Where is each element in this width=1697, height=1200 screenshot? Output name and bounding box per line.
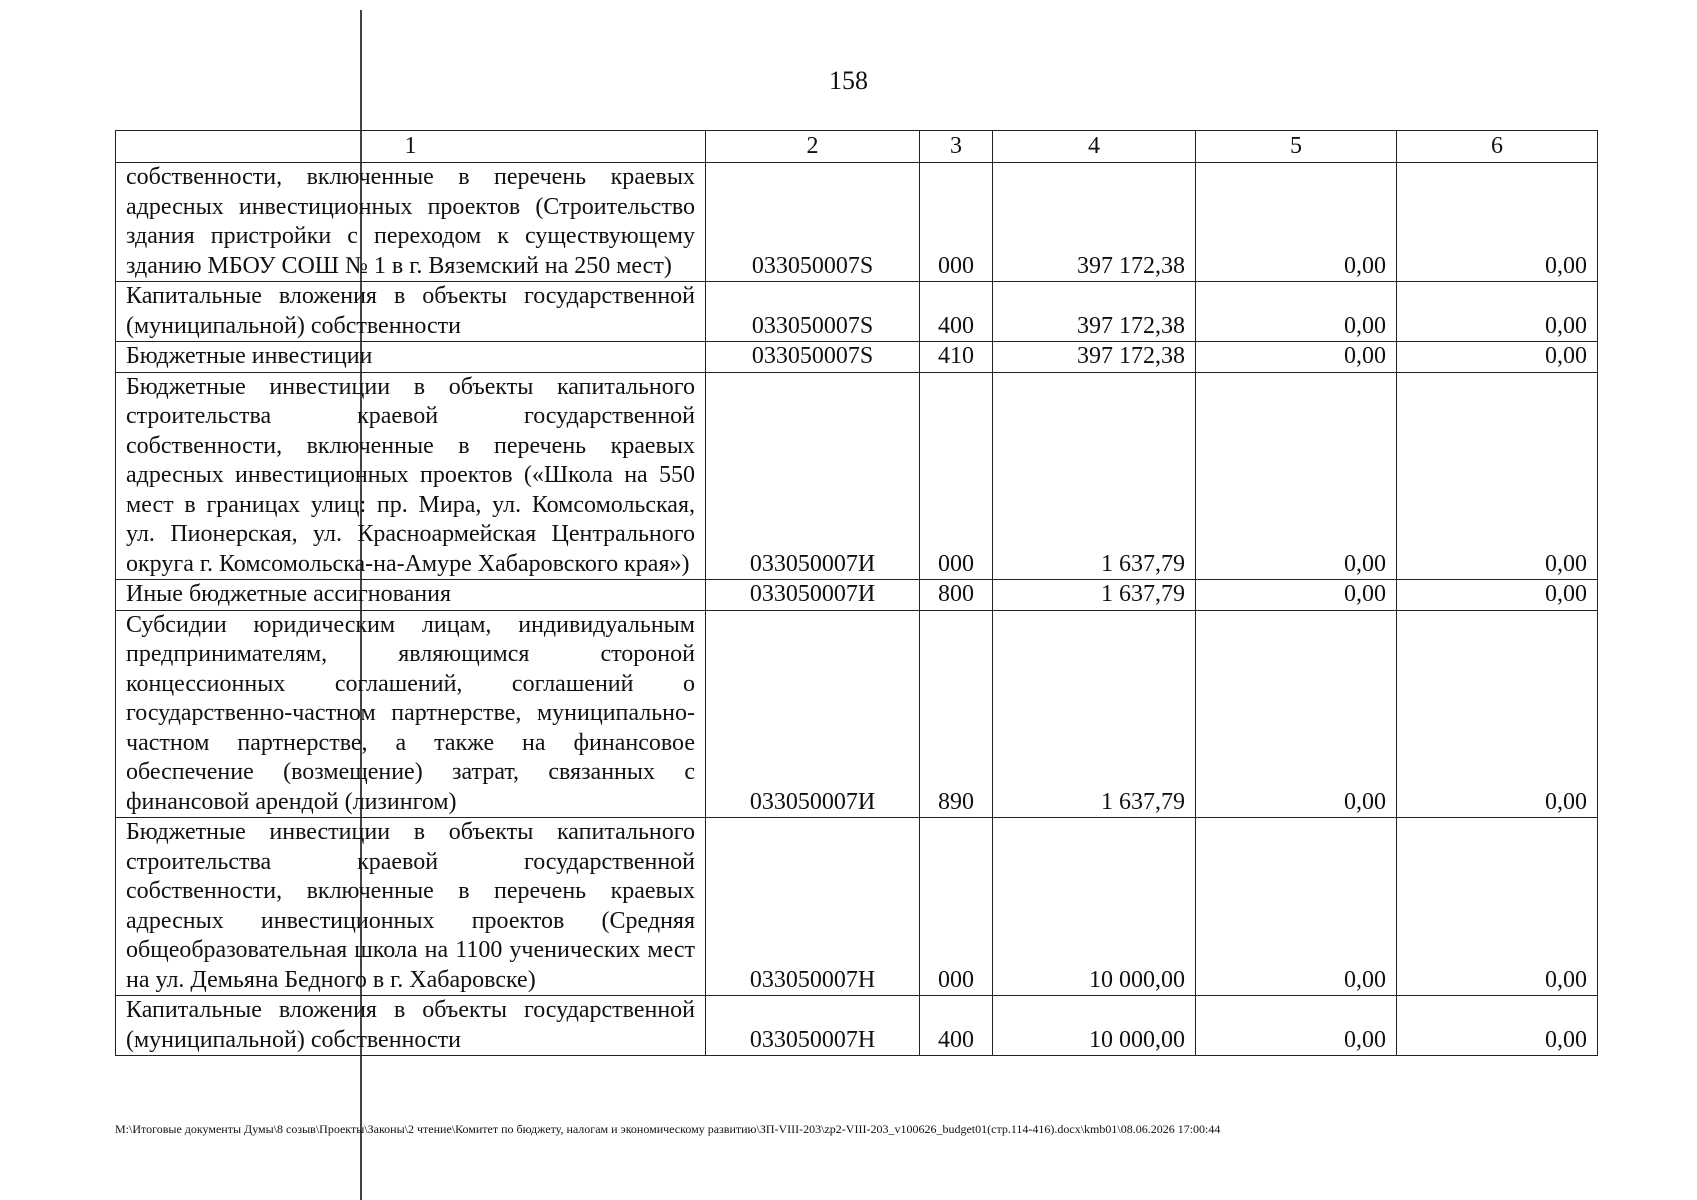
row-value-4: 397 172,38 (993, 282, 1196, 342)
row-name: Капитальные вложения в объекты государственной (муниципальной) собственности (116, 282, 706, 342)
row-type: 000 (920, 818, 993, 996)
row-value-6: 0,00 (1397, 610, 1598, 818)
row-type: 410 (920, 342, 993, 373)
page-number: 158 (829, 66, 868, 95)
row-value-6: 0,00 (1397, 818, 1598, 996)
row-value-5: 0,00 (1196, 610, 1397, 818)
row-type: 400 (920, 996, 993, 1056)
row-value-5: 0,00 (1196, 580, 1397, 611)
row-code: 033050007S (706, 342, 920, 373)
table-row (116, 580, 1598, 611)
row-code: 033050007И (706, 580, 920, 611)
column-header: 2 (706, 131, 920, 163)
row-value-5: 0,00 (1196, 818, 1397, 996)
row-value-5: 0,00 (1196, 282, 1397, 342)
row-code: 033050007S (706, 163, 920, 282)
row-value-6: 0,00 (1397, 996, 1598, 1056)
row-code: 033050007И (706, 372, 920, 580)
row-code: 033050007Н (706, 818, 920, 996)
table-row (116, 372, 1598, 580)
table-header-row (116, 131, 1598, 163)
row-value-4: 1 637,79 (993, 580, 1196, 611)
table-row (116, 282, 1598, 342)
row-name: Бюджетные инвестиции в объекты капитального строительства краевой государственной собственности, включенные в перечень краевых адресных инвестиционных проектов (Средняя общеобразовательная школа на 1100 ученических мест на ул. Демьяна Бедного в г. Хабаровске) (116, 818, 706, 996)
row-code: 033050007S (706, 282, 920, 342)
row-value-6: 0,00 (1397, 342, 1598, 373)
table-row (116, 818, 1598, 996)
row-name: Капитальные вложения в объекты государственной (муниципальной) собственности (116, 996, 706, 1056)
row-name: Бюджетные инвестиции в объекты капитального строительства краевой государственной собственности, включенные в перечень краевых адресных инвестиционных проектов («Школа на 550 мест в границах улиц: пр. Мира, ул. Комсомольская, ул. Пионерская, ул. Красноармейская Центрального округа г. Комсомольска-на-Амуре Хабаровского края») (116, 372, 706, 580)
row-value-4: 10 000,00 (993, 818, 1196, 996)
row-type: 890 (920, 610, 993, 818)
row-value-6: 0,00 (1397, 580, 1598, 611)
row-code: 033050007Н (706, 996, 920, 1056)
row-type: 000 (920, 372, 993, 580)
row-value-5: 0,00 (1196, 342, 1397, 373)
table-row (116, 163, 1598, 282)
column-header: 6 (1397, 131, 1598, 163)
row-value-4: 1 637,79 (993, 372, 1196, 580)
budget-table (115, 130, 1598, 1056)
row-name: Иные бюджетные ассигнования (116, 580, 706, 611)
row-value-6: 0,00 (1397, 282, 1598, 342)
row-value-4: 397 172,38 (993, 163, 1196, 282)
row-value-4: 397 172,38 (993, 342, 1196, 373)
row-name: Субсидии юридическим лицам, индивидуальным предпринимателям, являющимся стороной концессионных соглашений, соглашений о государственно-частном партнерстве, муниципально-частном партнерстве, а также на финансовое обеспечение (возмещение) затрат, связанных с финансовой арендой (лизингом) (116, 610, 706, 818)
row-name: Бюджетные инвестиции (116, 342, 706, 373)
row-type: 400 (920, 282, 993, 342)
row-code: 033050007И (706, 610, 920, 818)
row-value-6: 0,00 (1397, 372, 1598, 580)
row-value-6: 0,00 (1397, 163, 1598, 282)
column-header: 1 (116, 131, 706, 163)
row-value-5: 0,00 (1196, 372, 1397, 580)
row-type: 800 (920, 580, 993, 611)
row-value-4: 1 637,79 (993, 610, 1196, 818)
document-path-footer: M:\Итоговые документы Думы\8 созыв\Проекты\Законы\2 чтение\Комитет по бюджету, налогам и экономическому развитию\ЗП-VIII-203\zp2-VIII-203_v100626_budget01(стр.114-416).docx\kmb01\08.06.2026 17:00:44 (115, 1122, 1221, 1136)
row-type: 000 (920, 163, 993, 282)
column-header: 4 (993, 131, 1196, 163)
row-value-4: 10 000,00 (993, 996, 1196, 1056)
table-row (116, 342, 1598, 373)
table-row (116, 610, 1598, 818)
table-row (116, 996, 1598, 1056)
column-header: 5 (1196, 131, 1397, 163)
row-value-5: 0,00 (1196, 996, 1397, 1056)
column-header: 3 (920, 131, 993, 163)
row-value-5: 0,00 (1196, 163, 1397, 282)
row-name: собственности, включенные в перечень краевых адресных инвестиционных проектов (Строительство здания пристройки с переходом к существующему зданию МБОУ СОШ № 1 в г. Вяземский на 250 мест) (116, 163, 706, 282)
